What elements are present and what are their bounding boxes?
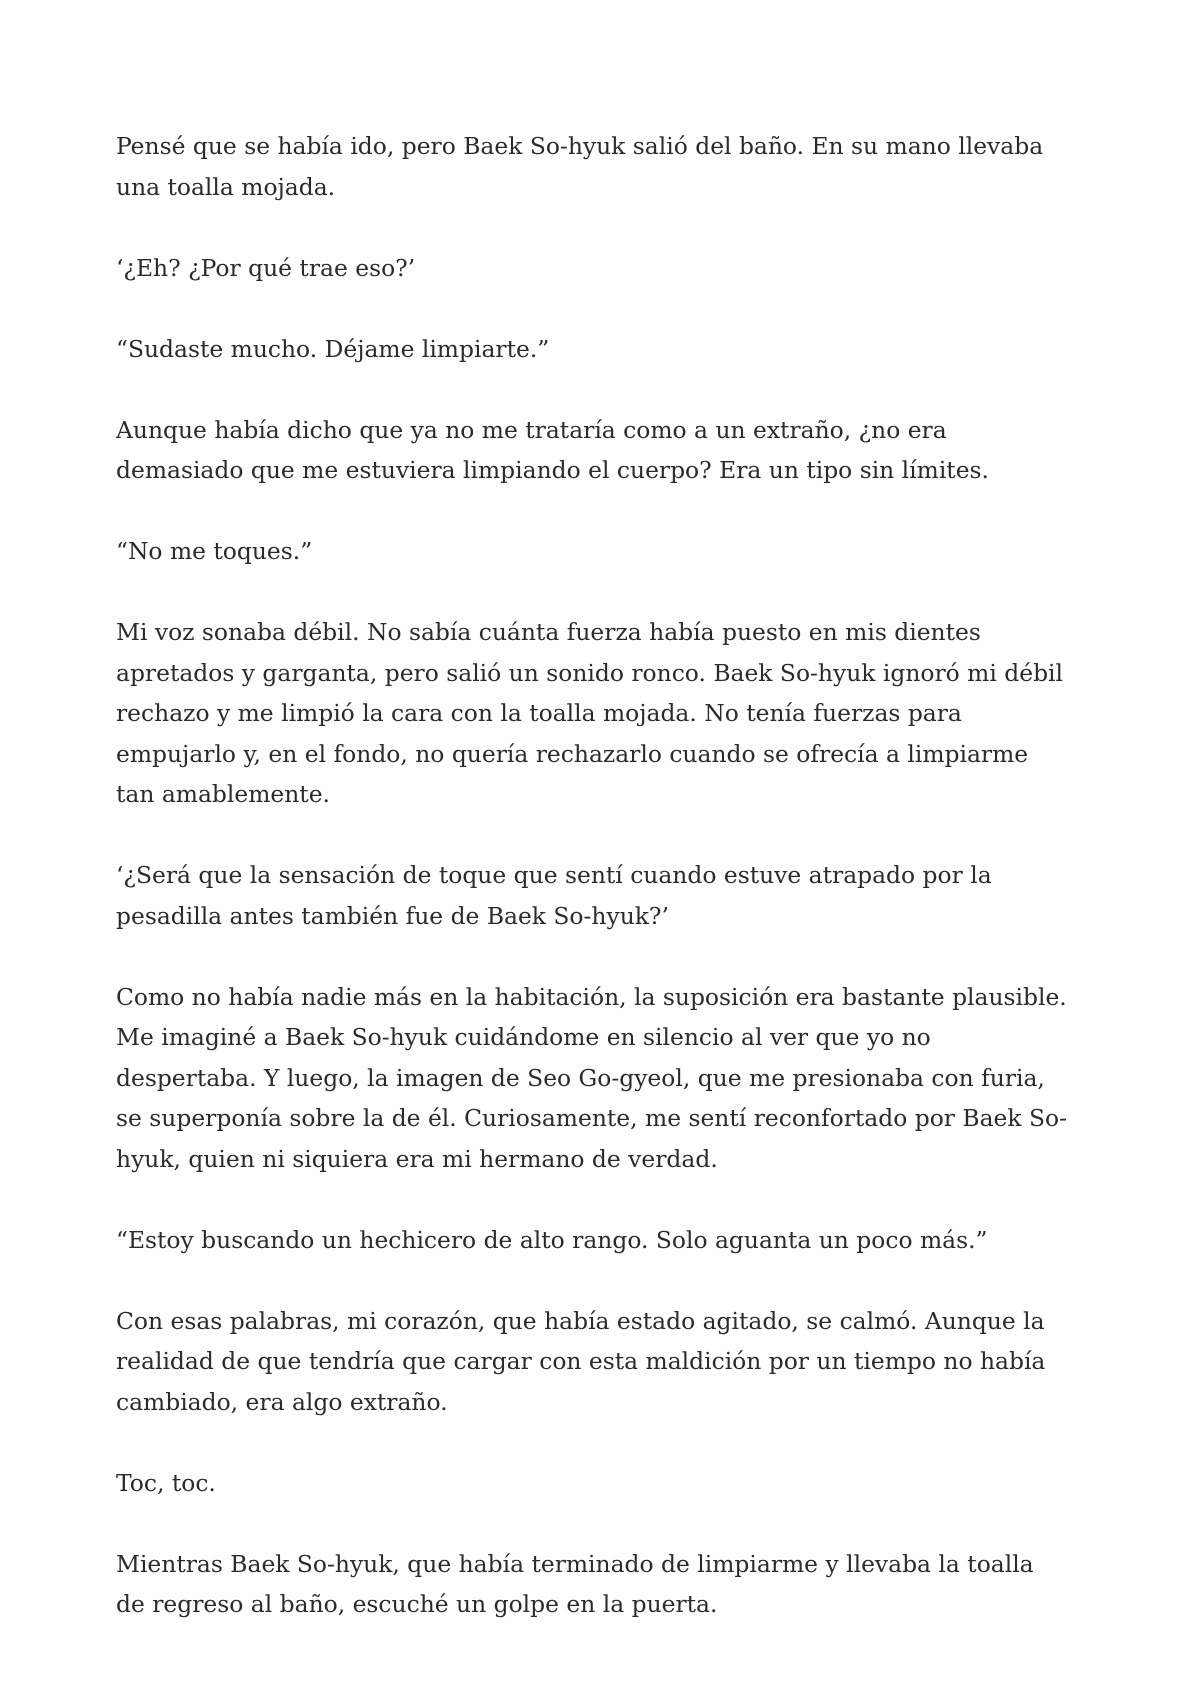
paragraph: Aunque había dicho que ya no me trataría como a un extraño, ¿no era demasiado que me estuviera limpiando el cuerpo? Era un tipo sin límites. <box>116 415 989 484</box>
paragraph: Como no había nadie más en la habitación, la suposición era bastante plausible. Me imaginé a Baek So-hyuk cuidándome en silencio al ver que yo no despertaba. Y luego, la imagen de Seo Go-gyeol, que me presionaba con furia, se superponía sobre la de él. Curiosamente, me sentí reconfortado por Baek So-hyuk, quien ni siquiera era mi hermano de verdad. <box>116 982 1067 1173</box>
paragraph: Mientras Baek So-hyuk, que había terminado de limpiarme y llevaba la toalla de regreso al baño, escuché un golpe en la puerta. <box>116 1549 1034 1618</box>
paragraph: Toc, toc. <box>116 1468 216 1497</box>
paragraph: ‘¿Eh? ¿Por qué trae eso?’ <box>116 253 416 282</box>
paragraph: Con esas palabras, mi corazón, que había estado agitado, se calmó. Aunque la realidad de que tendría que cargar con esta maldición por un tiempo no había cambiado, era algo extraño. <box>116 1306 1046 1416</box>
paragraph: “Sudaste mucho. Déjame limpiarte.” <box>116 334 550 363</box>
paragraph: “Estoy buscando un hechicero de alto rango. Solo aguanta un poco más.” <box>116 1225 988 1254</box>
paragraph: “No me toques.” <box>116 537 313 565</box>
paragraph: Mi voz sonaba débil. No sabía cuánta fuerza había puesto en mis dientes apretados y garganta, pero salió un sonido ronco. Baek So-hyuk ignoró mi débil rechazo y me limpió la cara con la toalla mojada. No tenía fuerzas para empujarlo y, en el fondo, no quería rechazarlo cuando se ofrecía a limpiarme tan amablemente. <box>116 618 1064 808</box>
paragraph: ‘¿Será que la sensación de toque que sentí cuando estuve atrapado por la pesadilla antes también fue de Baek So-hyuk?’ <box>116 861 992 930</box>
paragraph: Pensé que se había ido, pero Baek So-hyuk salió del baño. En su mano llevaba una toalla mojada. <box>116 132 1044 201</box>
document-body <box>116 126 1068 1665</box>
